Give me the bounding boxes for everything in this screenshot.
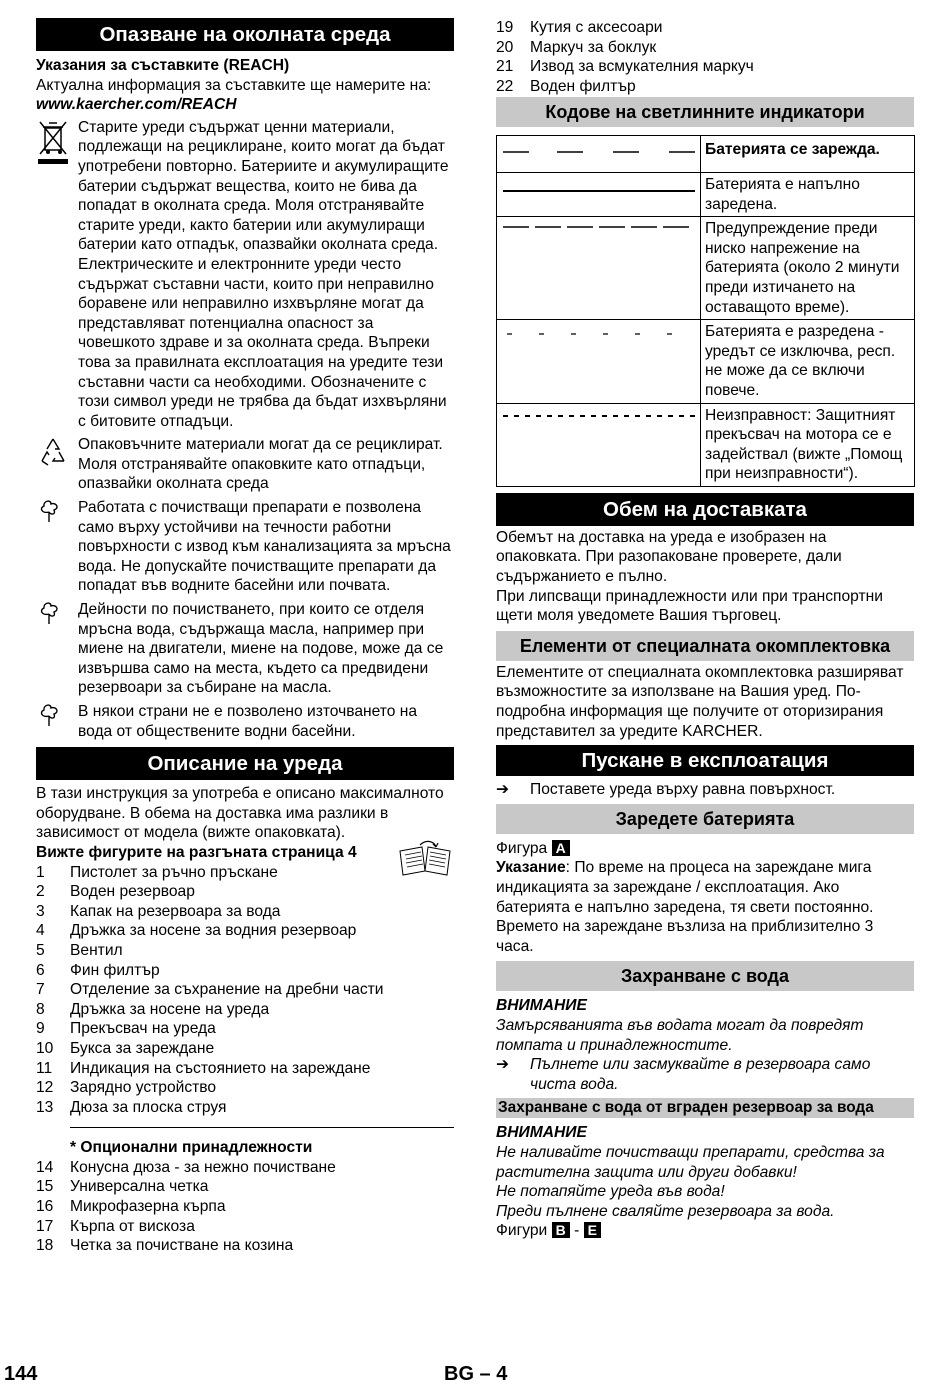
list-item	[36, 1039, 454, 1059]
optional-cont-list	[496, 18, 914, 96]
left-column	[36, 18, 454, 1256]
code-text: Неизправност: Защитният прекъсвач на мотора се е задействал (вижте „Помощ при неизправности“).	[701, 403, 915, 486]
attention-2-line-3: Преди пълнене сваляйте резервоара за вода.	[496, 1202, 835, 1220]
code-row-fault	[497, 403, 915, 486]
list-item	[496, 38, 914, 58]
item-text: Дюза за плоска струя	[70, 1098, 227, 1116]
item-number: 8	[36, 1000, 45, 1018]
code-text: Батерията е напълно заредена.	[701, 172, 915, 216]
light-codes-table	[496, 135, 915, 487]
list-item	[36, 1217, 454, 1237]
item-text: Кърпа от вискоза	[70, 1217, 195, 1235]
item-number: 12	[36, 1079, 54, 1097]
item-number: 19	[496, 19, 514, 36]
startup-step-text: Поставете уреда върху равна повърхност.	[530, 781, 836, 799]
list-item	[36, 921, 454, 941]
code-row-full	[497, 172, 915, 216]
tree-icon	[36, 498, 78, 530]
eco-block-1	[36, 498, 454, 596]
code-text: Предупреждение преди ниско напрежение на батерията (около 2 минути преди изтичането на оставащото време).	[701, 217, 915, 320]
list-item	[36, 1158, 454, 1178]
figure-label: Фигура	[496, 839, 548, 857]
recycle-icon	[36, 435, 78, 475]
item-number: 21	[496, 58, 514, 76]
eco-block-3	[36, 702, 454, 741]
eco2-text: Дейности по почистването, при които се отделя мръсна вода, съдържаща масла, например при миене на двигатели, миене на подове, може да се извършва само на места, където са предвидени резервоари за събиране на масла.	[78, 601, 444, 697]
item-text: Четка за почистване на козина	[70, 1237, 294, 1255]
item-text: Капак на резервоара за вода	[70, 902, 281, 920]
attention-1-step	[496, 1055, 914, 1094]
list-item	[496, 57, 914, 77]
note-label: Указание	[496, 859, 566, 877]
figure-dash: -	[574, 1222, 580, 1240]
item-number: 13	[36, 1098, 54, 1116]
recycle-block	[36, 435, 454, 494]
list-item	[36, 1019, 454, 1039]
item-text: Дръжка за носене на уреда	[70, 1000, 270, 1018]
code-row-warning	[497, 217, 915, 320]
item-text: Маркуч за боклук	[530, 38, 657, 56]
item-number: 1	[36, 863, 45, 881]
item-text: Фин филтър	[70, 961, 160, 979]
attention-2-line-2: Не потапяйте уреда във вода!	[496, 1183, 725, 1201]
item-number: 7	[36, 981, 45, 999]
attention-2-line-1: Не наливайте почистващи препарати, средства за растителна защита или други добавки!	[496, 1143, 885, 1181]
item-number: 20	[496, 38, 514, 56]
item-text: Извод за всмукателния маркуч	[530, 58, 754, 76]
item-text: Дръжка за носене за водния резервоар	[70, 922, 357, 940]
special-text: Елементите от специалната окомплектовка разширяват възможностите за използване на Вашия уред. По-подробна информация ще получите от оторизирания представител за уредите KARCHER.	[496, 663, 904, 740]
recycle-text: Опаковъчните материали могат да се рециклират. Моля отстранявайте опаковките като отпадъци, опазвайки околната среда	[78, 436, 443, 493]
delivery-text-2: При липсващи принадлежности или при транспортни щети моля уведомете Вашия търговец.	[496, 587, 883, 625]
item-number: 15	[36, 1178, 54, 1196]
arrow-right-icon: ➔	[496, 1056, 510, 1074]
item-text: Индикация на състоянието на зареждане	[70, 1059, 371, 1077]
note-paragraph	[496, 858, 914, 956]
signal-charging-icon	[497, 136, 701, 173]
item-number: 6	[36, 961, 45, 979]
list-item	[36, 863, 454, 883]
attention-2: ВНИМАНИЕ	[496, 1124, 587, 1142]
figures-label: Фигури	[496, 1222, 548, 1240]
item-number: 4	[36, 922, 45, 940]
item-text: Кутия с аксесоари	[530, 19, 663, 36]
codes-heading: Кодове на светлинните индикатори	[496, 97, 914, 127]
item-number: 16	[36, 1198, 54, 1216]
reach-text: Актуална информация за съставките ще намерите на:	[36, 76, 432, 94]
eco3-text: В някои страни не е позволено източването на вода от обществените водни басейни.	[78, 703, 418, 740]
code-row-charging	[497, 136, 915, 173]
item-text: Микрофазерна кърпа	[70, 1198, 226, 1216]
startup-step	[496, 780, 914, 800]
startup-heading: Пускане в експлоатация	[496, 745, 914, 776]
reach-title: Указания за съставките (REACH)	[36, 57, 290, 74]
item-number: 2	[36, 883, 45, 901]
item-text: Воден резервоар	[70, 883, 195, 901]
signal-warning-icon	[497, 217, 701, 320]
desc-heading: Описание на уреда	[36, 747, 454, 780]
signal-full-icon	[497, 172, 701, 216]
figures-b-e-line	[496, 1221, 914, 1241]
optional-heading: * Опционални принадлежности	[70, 1139, 313, 1157]
list-item	[36, 941, 454, 961]
open-book-icon	[396, 839, 454, 883]
eco-block-2	[36, 600, 454, 698]
signal-fault-icon	[497, 403, 701, 486]
arrow-right-icon: ➔	[496, 781, 510, 799]
note-text: : По време на процеса на зареждане мига индикацията за зареждане / експлоатация. Ако батерията е напълно заредена, тя свети постоянно. Времето на зареждане възлиза на приблизително 3 часа.	[496, 859, 874, 955]
item-text: Вентил	[70, 941, 123, 959]
item-number: 5	[36, 941, 45, 959]
list-item	[36, 1197, 454, 1217]
delivery-text-1: Обемът на доставка на уреда е изобразен на опаковката. При разопаковане проверете, дали съдържанието е пълно.	[496, 528, 842, 586]
figure-b-badge: B	[552, 1222, 570, 1238]
item-number: 17	[36, 1217, 54, 1235]
list-item	[36, 1236, 454, 1256]
attention-1-text: Замърсяванията във водата могат да повредят помпата и принадлежностите.	[496, 1016, 864, 1054]
tank-heading: Захранване с вода от вграден резервоар за вода	[496, 1098, 914, 1118]
list-item	[496, 18, 914, 38]
attention-1-step-text: Пълнете или засмуквайте в резервоара само чиста вода.	[530, 1056, 871, 1093]
code-row-empty	[497, 320, 915, 403]
item-number: 14	[36, 1158, 54, 1176]
list-item	[36, 1098, 454, 1118]
optional-list	[36, 1158, 454, 1256]
item-text: Отделение за съхранение на дребни части	[70, 981, 384, 999]
list-item	[36, 1000, 454, 1020]
delivery-heading: Обем на доставката	[496, 493, 914, 526]
tree-icon	[36, 702, 78, 734]
optional-divider	[70, 1127, 454, 1158]
see-figures: Вижте фигурите на разгъната страница 4	[36, 843, 357, 861]
figure-a-line	[496, 839, 914, 859]
list-item	[36, 1059, 454, 1079]
water-heading: Захранване с вода	[496, 961, 914, 991]
item-text: Зарядно устройство	[70, 1079, 217, 1097]
parts-list	[36, 863, 454, 1118]
item-number: 9	[36, 1020, 45, 1038]
figure-a-badge: A	[552, 840, 570, 856]
item-number: 3	[36, 902, 45, 920]
list-item	[36, 1177, 454, 1197]
item-text: Воден филтър	[530, 77, 636, 95]
code-text: Батерията се зарежда.	[701, 136, 915, 173]
code-text: Батерията е разредена - уредът се изключва, респ. не може да се включи повече.	[701, 320, 915, 403]
item-number: 18	[36, 1237, 54, 1255]
weee-block	[36, 118, 454, 432]
eco1-text: Работата с почистващи препарати е позволена само върху устойчиви на течности работни повърхности с извод към канализацията за мръсна вода. Не допускайте почистващите препарати да попадат във водните басейни или почвата.	[78, 499, 451, 595]
page-number: 144	[4, 1363, 38, 1385]
list-item	[36, 961, 454, 981]
right-column	[496, 18, 914, 1241]
charge-heading: Заредете батерията	[496, 804, 914, 834]
list-item	[36, 902, 454, 922]
item-text: Универсална четка	[70, 1178, 209, 1196]
special-heading: Елементи от специалната окомплектовка	[496, 631, 914, 661]
weee-text: Старите уреди съдържат ценни материали, подлежащи на рециклиране, които могат да бъдат употребени повторно. Батериите и акумулиращите батерии съдържат вещества, които не бива да попадат в околната среда. Моля отстранявайте старите уреди, както батерии или акумулиращи батерии като отпадък, опазвайки околната среда. Електрическите и електронните уреди често съдържат съставни части, които при неправилно боравене или неправилно изхвърляне могат да представляват потенциална опасност за човешкото здраве и за околната среда. Въпреки това за правилната експлоатация на уредите тези съставни части са необходими. Обозначените с този символ уреди не трябва да бъдат изхвърляни с битовите отпадъци.	[78, 118, 449, 430]
attention-1: ВНИМАНИЕ	[496, 997, 587, 1015]
desc-text: В тази инструкция за употреба е описано максималното оборудване. В обема на доставка има разлики в зависимост от модела (вижте опаковката).	[36, 785, 444, 842]
env-heading: Опазване на околната среда	[36, 18, 454, 51]
tree-icon	[36, 600, 78, 632]
list-item	[36, 1078, 454, 1098]
list-item	[36, 882, 454, 902]
figure-e-badge: E	[584, 1222, 601, 1238]
item-number: 22	[496, 77, 514, 95]
item-text: Букса за зареждане	[70, 1039, 215, 1057]
crossed-bin-icon	[36, 118, 78, 172]
list-item	[496, 77, 914, 97]
page-label: BG – 4	[444, 1363, 508, 1385]
item-text: Пистолет за ръчно пръскане	[70, 863, 278, 881]
item-text: Прекъсвач на уреда	[70, 1020, 216, 1038]
list-item	[36, 980, 454, 1000]
item-number: 11	[36, 1059, 53, 1077]
item-text: Конусна дюза - за нежно почистване	[70, 1158, 336, 1176]
see-figures-row	[36, 843, 454, 863]
reach-url: www.kaercher.com/REACH	[36, 96, 237, 114]
signal-empty-icon	[497, 320, 701, 403]
item-number: 10	[36, 1039, 54, 1057]
